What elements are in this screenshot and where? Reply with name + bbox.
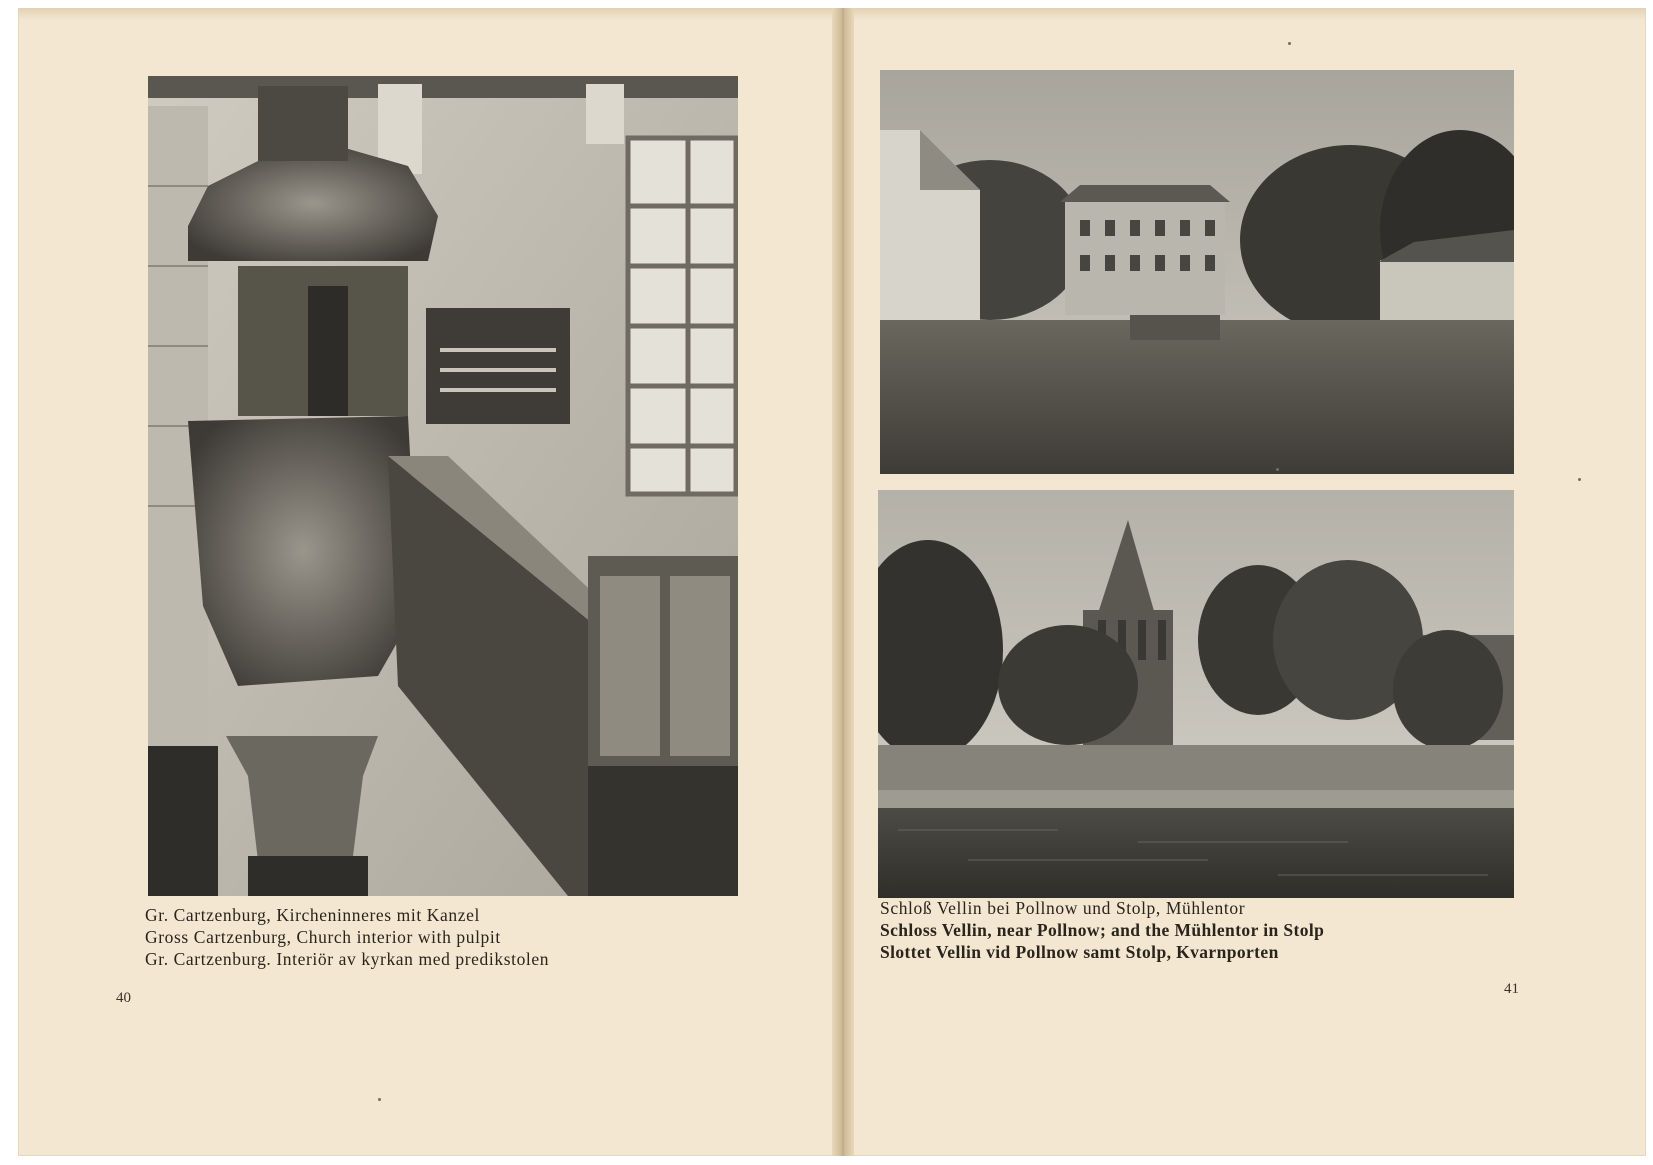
book-gutter — [832, 8, 854, 1156]
paper-speck — [1578, 478, 1581, 481]
left-caption-line-de: Gr. Cartzenburg, Kircheninneres mit Kanzel — [145, 905, 480, 925]
paper-speck — [1276, 468, 1279, 471]
paper-speck — [378, 1098, 381, 1101]
left-caption-line-sv: Gr. Cartzenburg. Interiör av kyrkan med predikstolen — [145, 949, 550, 969]
town-gate-river-photo — [878, 490, 1514, 898]
left-caption-line-en: Gross Cartzenburg, Church interior with pulpit — [145, 927, 501, 947]
right-page-number: 41 — [1504, 981, 1519, 997]
paper-speck — [1288, 42, 1291, 45]
right-caption-line-de: Schloß Vellin bei Pollnow und Stolp, Mühlentor — [880, 898, 1246, 918]
right-caption — [880, 897, 1324, 963]
left-caption — [145, 904, 549, 970]
right-caption-line-en: Schloss Vellin, near Pollnow; and the Mühlentor in Stolp — [880, 920, 1325, 940]
book-spread — [18, 8, 1646, 1156]
left-page-number: 40 — [116, 990, 131, 1006]
manor-house-photo — [880, 70, 1514, 474]
church-pulpit-photo — [148, 76, 738, 896]
right-caption-line-sv: Slottet Vellin vid Pollnow samt Stolp, Kvarnporten — [880, 942, 1279, 962]
